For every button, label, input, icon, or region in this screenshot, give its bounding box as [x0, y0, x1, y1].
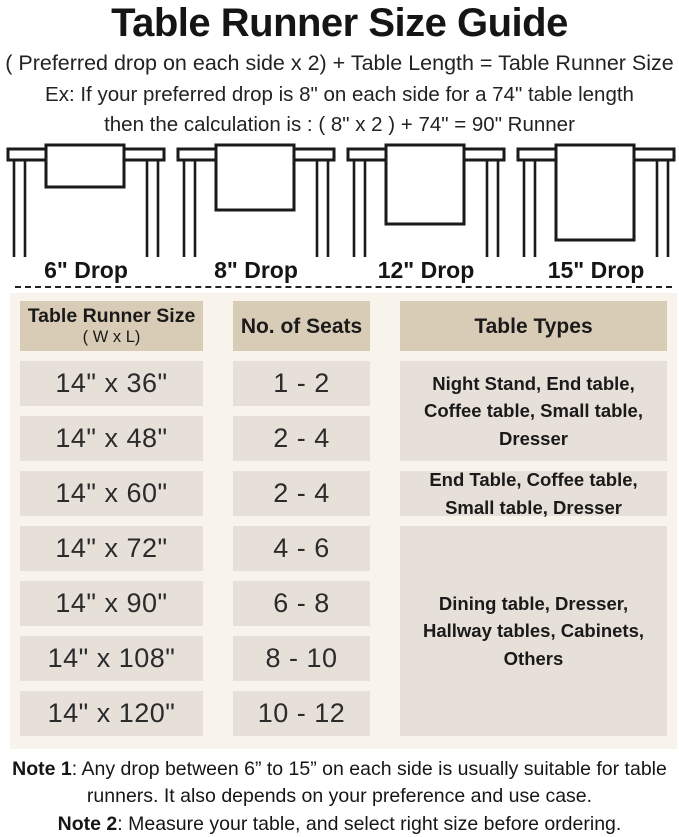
column-header-runner-size-title: Table Runner Size [27, 304, 196, 327]
example-line-1: Ex: If your preferred drop is 8" on each side for a 74" table length [45, 82, 634, 106]
column-header-table-types: Table Types [400, 301, 667, 351]
drop-illustrations-row [0, 143, 679, 283]
note-1 [4, 756, 675, 809]
table-with-runner-illustration [1, 143, 171, 257]
note-2 [4, 811, 675, 837]
drop-figure-12 [341, 143, 511, 283]
column-header-runner-size [20, 301, 203, 351]
drop-label-12: 12" Drop [377, 256, 475, 283]
note-2-text: : Measure your table, and select right size before ordering. [117, 812, 622, 835]
runner-size-cell: 14" x 108" [20, 636, 203, 681]
example-line-2: then the calculation is : ( 8" x 2 ) + 74" = 90" Runner [104, 113, 575, 137]
note-1-text: : Any drop between 6” to 15” on each side is usually suitable for table runners. It also depends on your preference and use case. [71, 758, 667, 807]
drop-figure-6 [1, 143, 171, 283]
seats-cell: 2 - 4 [233, 416, 370, 461]
drop-label-8: 8" Drop [214, 256, 298, 283]
seats-cell: 8 - 10 [233, 636, 370, 681]
size-guide-table [10, 293, 677, 749]
note-1-label: Note 1 [12, 758, 72, 781]
dashed-divider [15, 286, 672, 288]
page-title: Table Runner Size Guide [111, 1, 568, 45]
table-with-runner-illustration [171, 143, 341, 257]
formula-text: ( Preferred drop on each side x 2) + Table Length = Table Runner Size [5, 51, 674, 75]
table-types-cell-3: Dining table, Dresser, Hallway tables, Cabinets, Others [400, 526, 667, 736]
table-types-cell-2: End Table, Coffee table, Small table, Dresser [400, 471, 667, 516]
runner-size-cell: 14" x 48" [20, 416, 203, 461]
drop-label-6: 6" Drop [44, 256, 128, 283]
seats-cell: 4 - 6 [233, 526, 370, 571]
seats-cell: 2 - 4 [233, 471, 370, 516]
runner-size-cell: 14" x 36" [20, 361, 203, 406]
table-with-runner-illustration [341, 143, 511, 257]
table-types-cell-1: Night Stand, End table, Coffee table, Small table, Dresser [400, 361, 667, 461]
drop-figure-8 [171, 143, 341, 283]
column-header-runner-size-subtitle: ( W x L) [82, 328, 141, 347]
note-2-label: Note 2 [57, 812, 118, 835]
seats-cell: 6 - 8 [233, 581, 370, 626]
drop-label-15: 15" Drop [547, 256, 645, 283]
runner-size-cell: 14" x 90" [20, 581, 203, 626]
runner-size-cell: 14" x 60" [20, 471, 203, 516]
table-with-runner-illustration [511, 143, 679, 257]
seats-cell: 1 - 2 [233, 361, 370, 406]
runner-size-cell: 14" x 120" [20, 691, 203, 736]
notes [0, 756, 679, 837]
runner-size-cell: 14" x 72" [20, 526, 203, 571]
seats-cell: 10 - 12 [233, 691, 370, 736]
column-header-seats: No. of Seats [233, 301, 370, 351]
drop-figure-15 [511, 143, 679, 283]
